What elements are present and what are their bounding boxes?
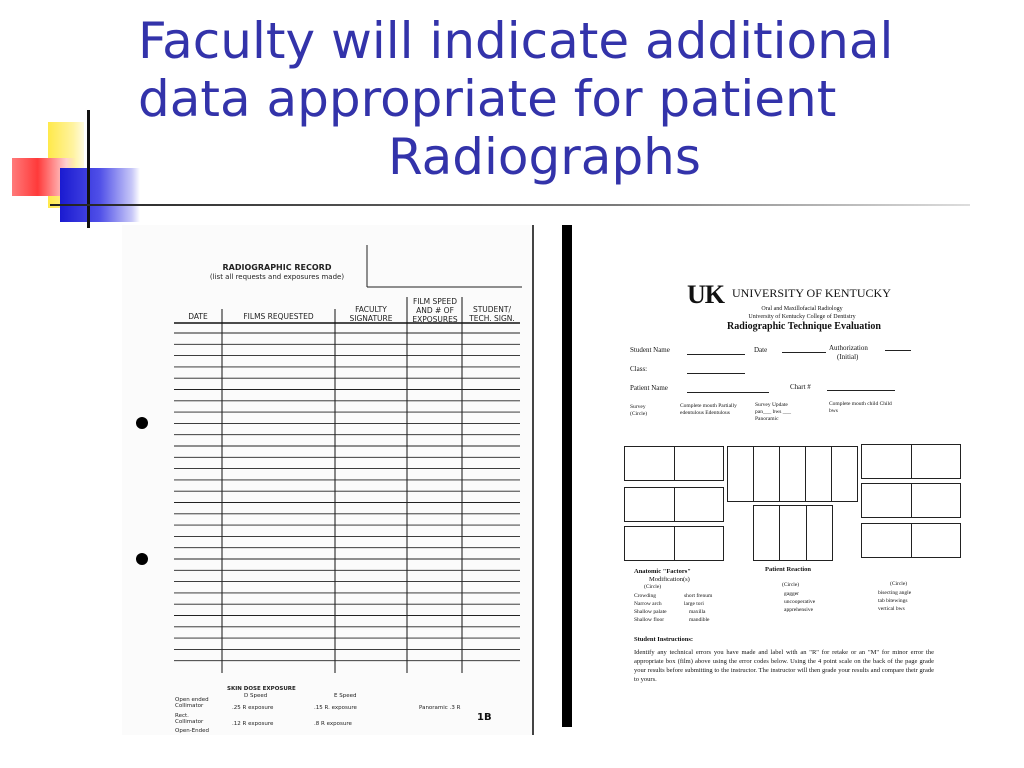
film-box-group [753,505,833,561]
form-title: Radiographic Technique Evaluation [727,321,881,332]
row2-e: .8 R exposure [314,721,352,727]
authorization-label: Authorization [829,344,868,352]
film-box-group [861,483,961,518]
film-box-group [861,444,961,479]
col-student-tech: STUDENT/ TECH. SIGN. [469,305,515,323]
decor-vertical-line [87,110,90,228]
punch-hole [136,417,148,429]
row1-d: .25 R exposure [232,705,274,711]
patient-name-line [687,392,769,393]
record-title: RADIOGRAPHIC RECORD [222,263,332,272]
technique-evaluation-form [562,225,994,727]
d-speed-label: D Speed [244,693,268,699]
department [712,305,892,321]
class-label: Class: [630,365,648,373]
anatomic-item: Crowding [634,593,656,599]
col-film-speed: FILM SPEED AND # OF EXPOSURES [412,297,458,324]
class-line [687,373,745,374]
row2-d: .12 R exposure [232,721,274,727]
survey-col-3: Complete mouth child Child bws [829,401,892,414]
technique-circle: (Circle) [890,581,908,587]
chart-line [827,390,895,391]
title-line-2: data appropriate for patient [138,70,837,128]
anatomic-sub: Modification(s) [649,576,690,583]
anatomic-item: maxilla [689,609,706,615]
survey-col-2: Survey Update pan___ bws ___ Panoramic [755,402,792,422]
col-faculty-signature: FACULTY SIGNATURE [349,305,393,323]
film-box-group [624,446,724,481]
survey-col-1: Complete mouth Partially edentulous Edentulous [680,403,737,416]
anatomic-item: mandible [689,617,710,623]
title-line-3: Radiographs [388,128,701,186]
film-box-group [727,446,858,502]
initial-label: (Initial) [837,353,859,361]
anatomic-item: Narrow arch [634,601,662,607]
patient-reaction-item: apprehensive [784,607,814,613]
authorization-line [885,350,911,351]
film-box-group [624,487,724,522]
anatomic-item: large tori [684,601,704,607]
anatomic-item: short frenum [684,593,713,599]
technique-item: bisecting angle [878,590,912,596]
technique-item: tab bitewings [878,598,908,604]
anatomic-item: Shallow floor [634,617,665,623]
skin-dose-heading: SKIN DOSE EXPOSURE [227,686,296,692]
row3-label: Open-Ended [175,728,210,734]
patient-reaction-item: uncooperative [784,599,816,605]
row1-label: Open ended Collimator [175,697,209,709]
date-label: Date [754,346,768,354]
col-date: DATE [188,312,208,321]
survey-label: Survey (Circle) [630,404,648,417]
instructions-text: Identify any technical errors you have made and label with an "R" for retake or an "M" for minor error the appropriate box (film) above using the error codes below. Using the 4 point scale on the back of the page grade your results before submitting to the instructor. The instructor will then grade your results and compare their grade to yours. [634,649,934,683]
anatomic-circle: (Circle) [644,584,662,590]
row1-pan: Panoramic .3 R [419,705,461,711]
punch-hole [136,553,148,565]
date-line [782,352,826,353]
form-code: 1B [477,712,492,723]
patient-name-label: Patient Name [630,384,668,392]
title-underline [50,204,970,206]
student-name-label: Student Name [630,346,670,354]
col-films-requested: FILMS REQUESTED [243,312,314,321]
record-grid [122,225,532,735]
anatomic-heading: Anatomic "Factors" [634,568,691,575]
uk-logo: UK [687,280,724,309]
patient-reaction-circle: (Circle) [782,582,800,588]
row2-label: Rect. Collimator [175,713,204,725]
technique-item: vertical bws [878,606,905,612]
e-speed-label: E Speed [334,693,357,699]
dept-line-2: University of Kentucky College of Dentistry [748,314,856,320]
anatomic-item: Shallow palate [634,609,667,615]
patient-reaction-heading: Patient Reaction [765,566,812,573]
chart-label: Chart # [790,383,811,391]
slide-title [138,12,958,186]
film-box-group [861,523,961,558]
dept-line-1: Oral and Maxillofacial Radiology [761,306,843,312]
decor-blue-square [60,168,140,222]
patient-reaction-item: gagger [784,591,799,597]
film-box-group [624,526,724,561]
student-name-line [687,354,745,355]
title-line-1: Faculty will indicate additional [138,12,894,70]
row1-e: .15 R. exposure [314,705,357,711]
instructions-heading: Student Instructions: [634,636,694,643]
record-subtitle: (list all requests and exposures made) [209,273,345,281]
university-name: UNIVERSITY OF KENTUCKY [732,286,891,300]
radiographic-record-form [122,225,534,735]
